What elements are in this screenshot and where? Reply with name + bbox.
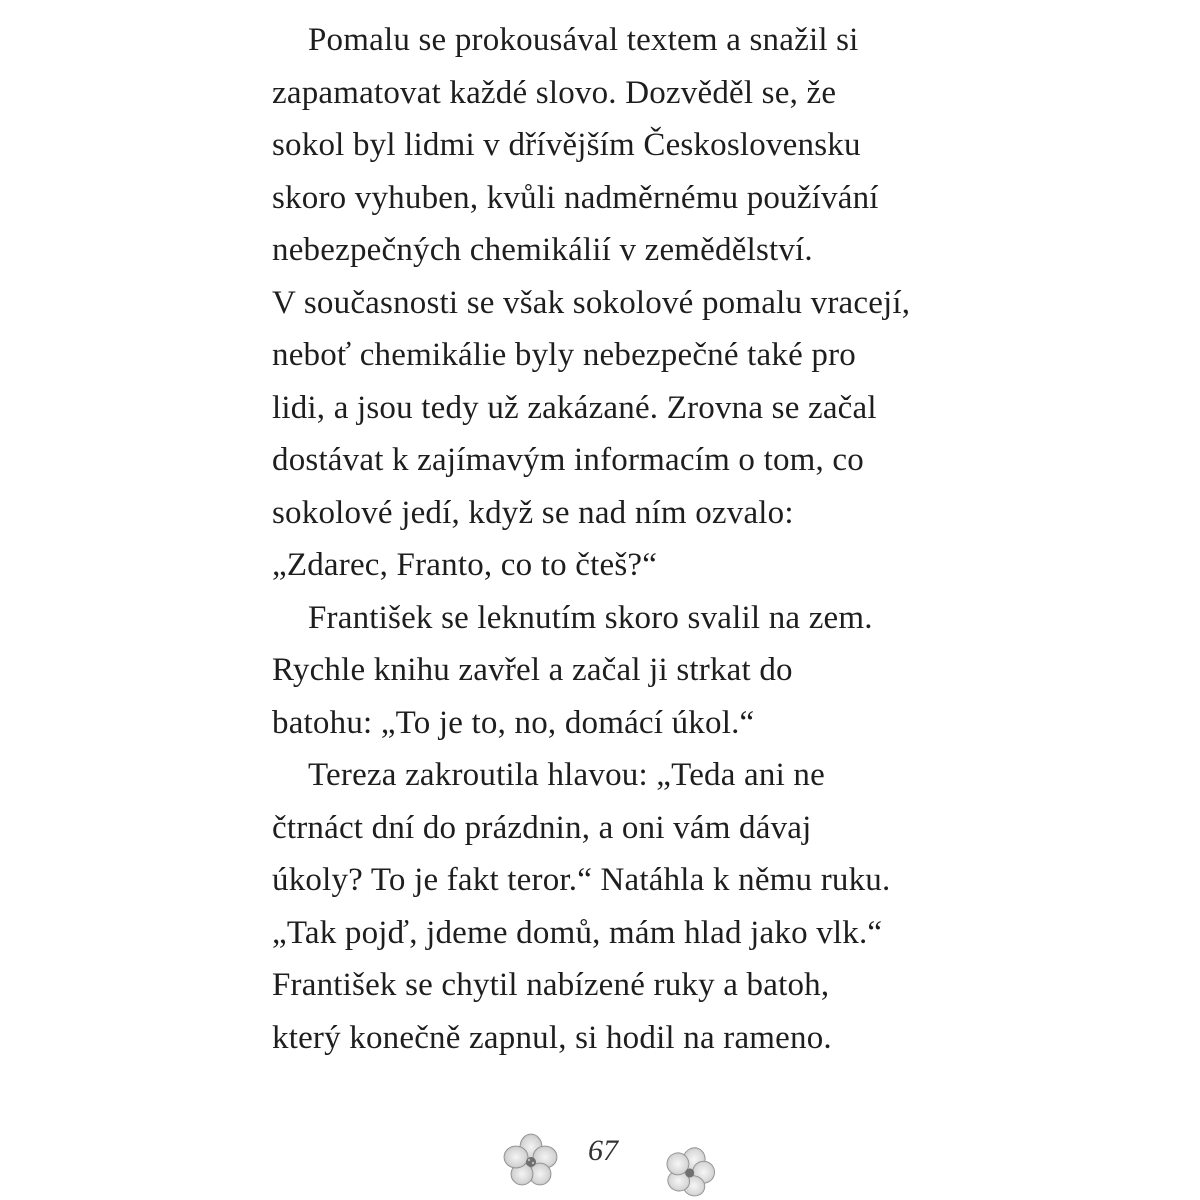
text-line: batohu: „To je to, no, domácí úkol.“ bbox=[272, 704, 755, 741]
text-line: neboť chemikálie byly nebezpečné také pro bbox=[272, 337, 856, 373]
text-line: skoro vyhuben, kvůli nadměrnému používání bbox=[272, 179, 879, 216]
text-line: V současnosti se však sokolové pomalu vracejí, bbox=[272, 284, 911, 321]
page-number: 67 bbox=[588, 1134, 618, 1167]
flower-icon bbox=[500, 1132, 562, 1190]
text-line: Rychle knihu zavřel a začal ji strkat do bbox=[272, 652, 793, 688]
text-line: sokol byl lidmi v dřívějším Československu bbox=[272, 127, 861, 163]
text-line: Tereza zakroutila hlavou: „Teda ani ne bbox=[308, 757, 825, 793]
text-line: František se leknutím skoro svalil na zem. bbox=[308, 599, 873, 636]
text-line: zapamatovat každé slovo. Dozvěděl se, že bbox=[272, 74, 837, 111]
text-line: který konečně zapnul, si hodil na rameno. bbox=[272, 1019, 832, 1056]
text-line: „Zdarec, Franto, co to čteš?“ bbox=[272, 547, 658, 583]
text-line: sokolové jedí, když se nad ním ozvalo: bbox=[272, 494, 794, 531]
text-line: nebezpečných chemikálií v zemědělství. bbox=[272, 232, 813, 268]
page-footer bbox=[0, 1120, 1200, 1200]
text-line: čtrnáct dní do prázdnin, a oni vám dávaj bbox=[272, 809, 812, 846]
text-line: lidi, a jsou tedy už zakázané. Zrovna se začal bbox=[272, 389, 877, 426]
flower-icon bbox=[660, 1144, 720, 1200]
text-line: František se chytil nabízené ruky a batoh, bbox=[272, 967, 830, 1003]
body-text bbox=[272, 14, 972, 1064]
text-line: Pomalu se prokousával textem a snažil si bbox=[308, 22, 859, 58]
text-line: dostávat k zajímavým informacím o tom, co bbox=[272, 442, 864, 478]
text-line: „Tak pojď, jdeme domů, mám hlad jako vlk.“ bbox=[272, 914, 883, 951]
text-line: úkoly? To je fakt teror.“ Natáhla k němu ruku. bbox=[272, 862, 891, 898]
